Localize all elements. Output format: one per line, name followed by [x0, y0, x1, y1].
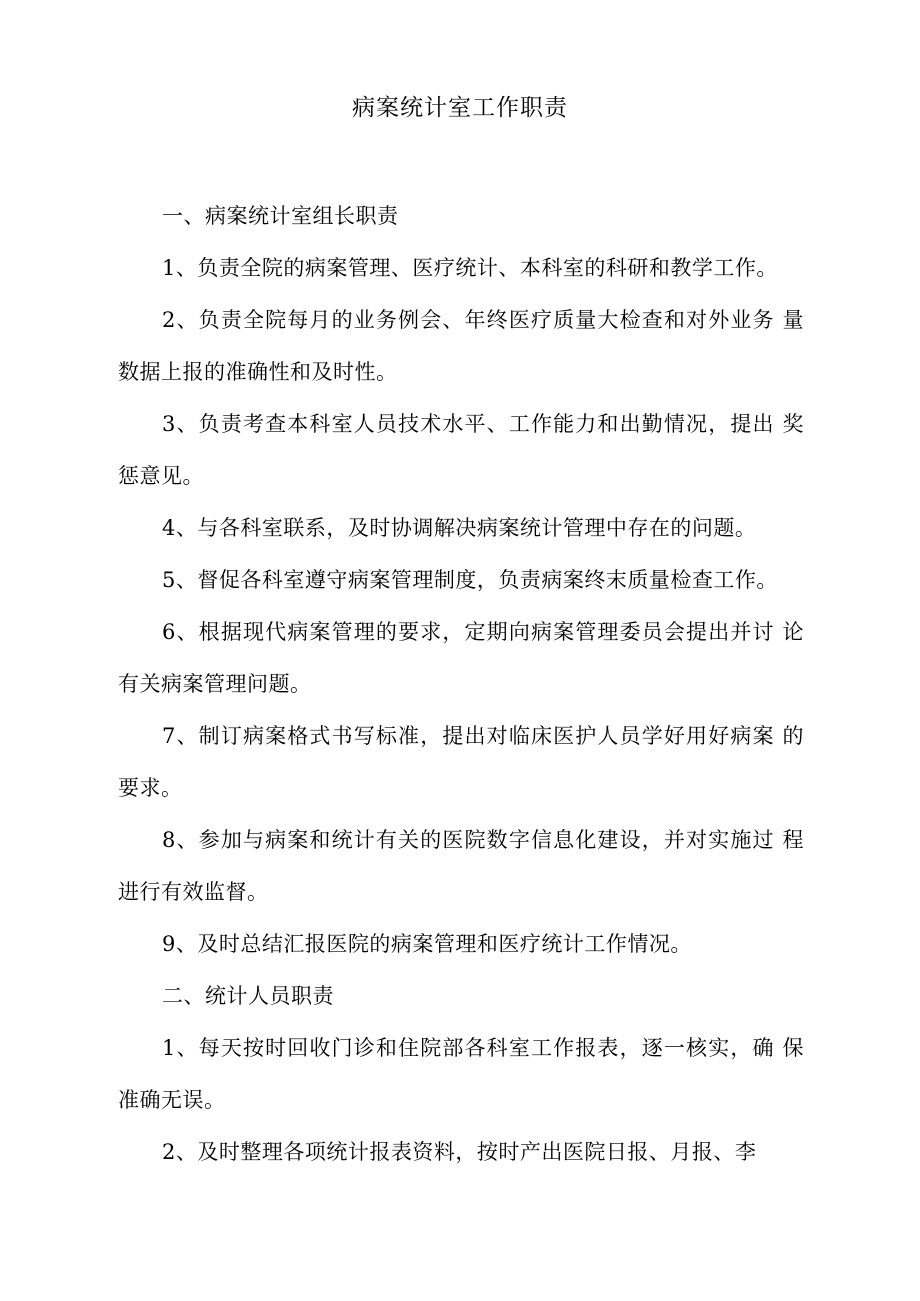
section-2-item-2: 2、及时整理各项统计报表资料，按时产出医院日报、月报、李	[162, 1140, 757, 1164]
document-body	[118, 190, 804, 1178]
section-1-item-3: 3、负责考查本科室人员技术水平、工作能力和出勤情况，提出 奖惩意见。	[118, 412, 804, 488]
section-1-item-4: 4、与各科室联系，及时协调解决病案统计管理中存在的问题。	[162, 516, 757, 540]
section-1-item-6: 6、根据现代病案管理的要求，定期向病案管理委员会提出并讨 论有关病案管理问题。	[118, 620, 804, 696]
section-1-item-7: 7、制订病案格式书写标准，提出对临床医护人员学好用好病案 的要求。	[118, 724, 804, 800]
section-2-item-1: 1、每天按时回收门诊和住院部各科室工作报表，逐一核实，确 保准确无误。	[118, 1036, 804, 1112]
section-heading-2: 二、统计人员职责	[162, 984, 334, 1008]
section-1-item-9: 9、及时总结汇报医院的病案管理和医疗统计工作情况。	[162, 932, 692, 956]
document-title: 病案统计室工作职责	[352, 95, 568, 121]
section-1-item-2: 2、负责全院每月的业务例会、年终医疗质量大检查和对外业务 量数据上报的准确性和及时性。	[118, 308, 804, 384]
section-1-item-8: 8、参加与病案和统计有关的医院数字信息化建设，并对实施过 程进行有效监督。	[118, 828, 804, 904]
section-1-item-1: 1、负责全院的病案管理、医疗统计、本科室的科研和教学工作。	[162, 256, 778, 280]
section-1-item-5: 5、督促各科室遵守病案管理制度，负责病案终末质量检查工作。	[162, 568, 778, 592]
section-heading-1: 一、病案统计室组长职责	[162, 204, 399, 228]
